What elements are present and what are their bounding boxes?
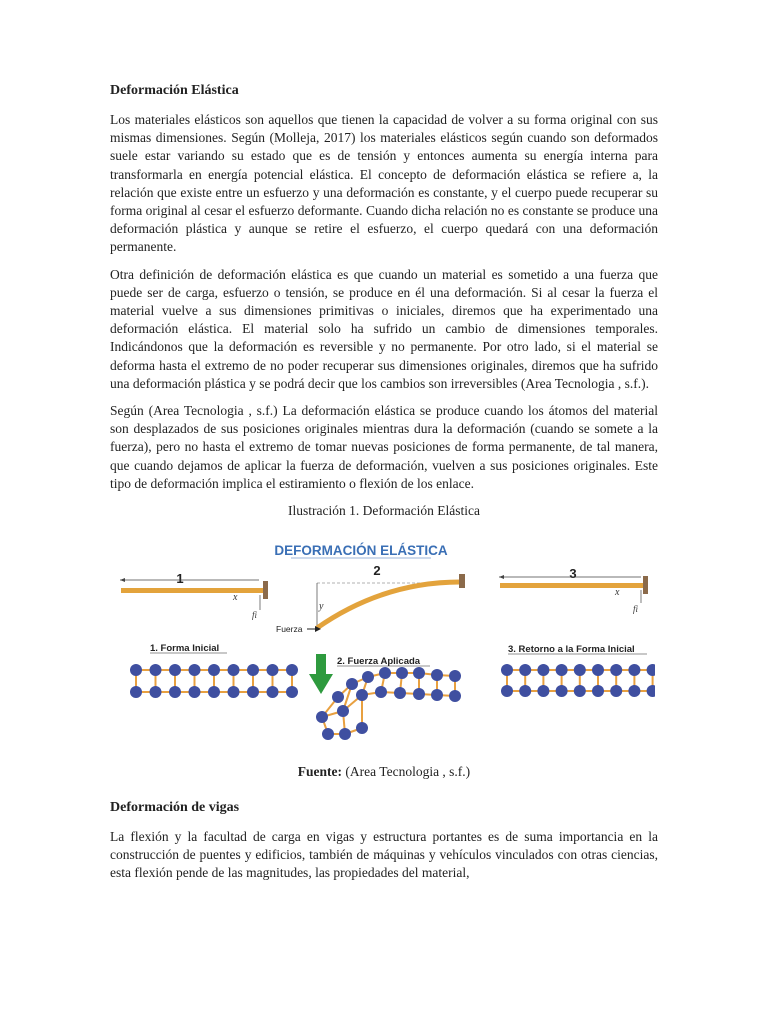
bent-beam xyxy=(317,582,460,628)
lattice-initial-atom xyxy=(286,686,298,698)
lattice-initial-atom xyxy=(189,686,201,698)
lattice-initial-atom xyxy=(267,686,279,698)
lattice-returned-atom xyxy=(610,664,622,676)
lattice-bent-atom xyxy=(339,728,351,740)
lattice-returned-atom xyxy=(501,685,513,697)
lattice-initial-atom xyxy=(247,664,259,676)
section2-paragraph: La flexión y la facultad de carga en vigas y estructura portantes es de suma importancia en la construcción de puentes y edificios, también de máquinas y vehículos vinculados con otras ciencias, esta flexión pende de las magnitudes, las propiedades del material, xyxy=(110,829,658,881)
elastic-deformation-figure xyxy=(110,532,658,754)
lattice-initial-atom xyxy=(208,664,220,676)
step-number-3: 3 xyxy=(569,566,577,582)
lattice-bent-atom xyxy=(413,667,425,679)
lattice-bent-atom xyxy=(362,671,374,683)
lattice-bent-atom xyxy=(431,669,443,681)
lattice-initial-atom xyxy=(247,686,259,698)
panel-label-2: 2. Fuerza Aplicada xyxy=(337,656,421,668)
beam-1 xyxy=(121,588,263,593)
lattice-bent-atom xyxy=(394,687,406,699)
lattice-bent-atom xyxy=(413,688,425,700)
lattice-returned-atom xyxy=(592,685,604,697)
lattice-initial-atom xyxy=(208,686,220,698)
lattice-bent-atom xyxy=(322,728,334,740)
lattice-initial-atom xyxy=(150,686,162,698)
lattice-bent-atom xyxy=(332,691,344,703)
lattice-initial-atom xyxy=(189,664,201,676)
figure-source xyxy=(110,763,658,781)
step3-dimension-arrow xyxy=(499,575,504,579)
atom-lattices xyxy=(130,664,655,740)
paragraph-1: Los materiales elásticos son aquellos que tienen la capacidad de volver a su forma original con sus mismas dimensiones. Según (Molleja, 2017) los materiales elásticos según cuando son deformados suele estar variando su estado que es de tensión y entonces aumenta su energía interna para transformarla en energía potencial elástica. El concepto de deformación elástica se refiere a, la relación que existe entre un esfuerzo y una deformación es constante, y el cuerpo puede recuperar su forma original al cesar el esfuerzo deformante. Cuando dicha relación no es constante se produce una deformación plástica y aunque se retire el esfuerzo, el cuerpo quedará con una deformación permanente. xyxy=(110,112,658,255)
fi-label-1: fi xyxy=(252,610,258,621)
lattice-initial-atom xyxy=(130,664,142,676)
wall-2 xyxy=(459,574,465,588)
lattice-initial-atom xyxy=(130,686,142,698)
lattice-bent-atom xyxy=(375,686,387,698)
lattice-bent-atom xyxy=(449,690,461,702)
lattice-bent-atom xyxy=(346,678,358,690)
lattice-bent-atom xyxy=(396,667,408,679)
fi-label-3: fi xyxy=(633,604,639,615)
panel-label-1: 1. Forma Inicial xyxy=(150,643,220,655)
lattice-initial-atom xyxy=(169,686,181,698)
paragraph-2: Otra definición de deformación elástica es que cuando un material es sometido a una fuerza que puede ser de carga, esfuerzo o tensión, se produce en él una deformación. Si al cesar la fuerza el material vuelve a sus dimensiones primitivas o iniciales, diremos que ha experimentado una deformación elástica. El material solo ha sufrido un cambio de dimensiones temporales. Indicándonos que la deformación es reversible y no permanente. Por otro lado, si el material se deforma hasta el extremo de no poder recuperar sus dimensiones originales, diremos que ha sufrido una deformación plástica y se podrá decir que los cambios son irreversibles (Area Tecnologia , s.f.). xyxy=(110,266,658,391)
lattice-returned-atom xyxy=(610,685,622,697)
lattice-returned-atom xyxy=(519,685,531,697)
lattice-returned-atom xyxy=(556,685,568,697)
beam-3 xyxy=(500,583,643,588)
lattice-initial-atom xyxy=(228,686,240,698)
lattice-returned-atom xyxy=(537,664,549,676)
lattice-returned-atom xyxy=(501,664,513,676)
lattice-returned-atom xyxy=(647,664,655,676)
lattice-bent-atom xyxy=(337,705,349,717)
figure-illustration xyxy=(115,532,655,754)
lattice-initial-atom xyxy=(150,664,162,676)
green-arrow-head xyxy=(309,674,333,694)
lattice-initial-atom xyxy=(169,664,181,676)
figure-title: DEFORMACIÓN ELÁSTICA xyxy=(274,543,448,559)
section-title: Deformación Elástica xyxy=(110,83,239,98)
x-label-3: x xyxy=(615,587,620,599)
green-arrow-shaft xyxy=(316,654,326,676)
lattice-initial-atom xyxy=(228,664,240,676)
lattice-returned-atom xyxy=(592,664,604,676)
y-label: y xyxy=(319,601,324,613)
lattice-returned-atom xyxy=(574,685,586,697)
section2-title: Deformación de vigas xyxy=(110,800,240,816)
lattice-returned-atom xyxy=(647,685,655,697)
lattice-initial-atom xyxy=(267,664,279,676)
lattice-returned-atom xyxy=(556,664,568,676)
paragraph-3: Según (Area Tecnologia , s.f.) La deformación elástica se produce cuando los átomos del material son desplazados de sus posiciones originales mientras dura la deformación (cuando se somete a la fuerza), pero no hasta el extremo de tomar nuevas posiciones de forma permanente, de tal manera, que cuando dejamos de aplicar la fuerza de deformación, vuelven a sus posiciones originales. Este tipo de deformación implica el estiramiento o flexión de los enlace. xyxy=(110,403,658,491)
source-text: (Area Tecnologia , s.f.) xyxy=(342,764,471,780)
panel-label-3: 3. Retorno a la Forma Inicial xyxy=(508,644,635,656)
lattice-bent-atom xyxy=(356,722,368,734)
lattice-returned-atom xyxy=(519,664,531,676)
lattice-bent-atom xyxy=(316,711,328,723)
lattice-returned-atom xyxy=(628,685,640,697)
step1-dimension-arrow xyxy=(120,578,125,582)
lattice-bent-atom xyxy=(356,689,368,701)
lattice-returned-atom xyxy=(574,664,586,676)
step-number-1: 1 xyxy=(176,571,184,587)
source-label: Fuente: xyxy=(297,764,343,780)
lattice-bent-atom xyxy=(379,667,391,679)
x-label-1: x xyxy=(233,592,238,604)
wall-1 xyxy=(263,581,268,599)
lattice-returned-atom xyxy=(628,664,640,676)
lattice-bent-atom xyxy=(431,689,443,701)
lattice-bent-atom xyxy=(449,670,461,682)
lattice-returned-atom xyxy=(537,685,549,697)
document-body xyxy=(110,82,658,892)
force-label: Fuerza xyxy=(276,624,303,635)
wall-3 xyxy=(643,576,648,594)
lattice-initial-atom xyxy=(286,664,298,676)
step-number-2: 2 xyxy=(373,563,381,579)
figure-caption: Ilustración 1. Deformación Elástica xyxy=(288,503,480,519)
